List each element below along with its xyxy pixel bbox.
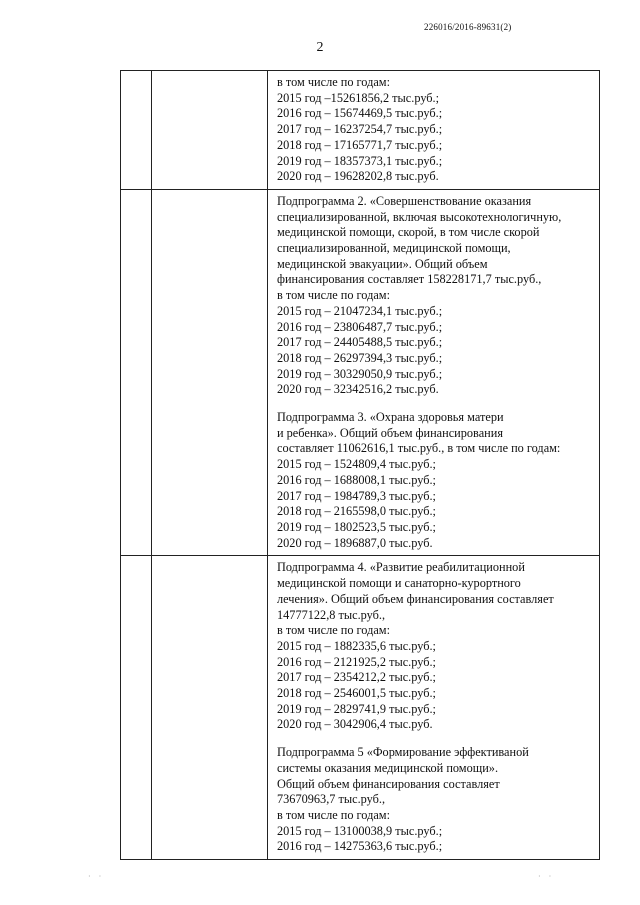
- text-line: 2016 год – 23806487,7 тыс.руб.;: [277, 319, 443, 334]
- table-row: [121, 189, 600, 555]
- text-line: 2015 год – 1882335,6 тыс.руб.;: [277, 638, 436, 653]
- page-number: 2: [316, 40, 324, 55]
- text-line: 14777122,8 тыс.руб.,: [277, 607, 386, 622]
- program-paragraph: [277, 75, 593, 185]
- text-line: 2019 год – 18357373,1 тыс.руб.;: [277, 153, 443, 168]
- text-line: 2016 год – 2121925,2 тыс.руб.;: [277, 654, 436, 669]
- content-cell: [268, 556, 600, 860]
- text-line: специализированной, медицинской помощи,: [277, 241, 511, 256]
- text-line: 2018 год – 2546001,5 тыс.руб.;: [277, 686, 436, 701]
- text-line: 73670963,7 тыс.руб.,: [277, 792, 386, 807]
- scan-artifact: · ·: [88, 872, 105, 881]
- empty-cell: [152, 71, 268, 190]
- text-line: лечения». Общий объем финансирования составляет: [277, 591, 554, 606]
- empty-cell: [121, 189, 152, 555]
- text-line: Общий объем финансирования составляет: [277, 776, 500, 791]
- text-line: Подпрограмма 3. «Охрана здоровья матери: [277, 410, 504, 425]
- empty-cell: [121, 556, 152, 860]
- text-line: 2018 год – 17165771,7 тыс.руб.;: [277, 137, 443, 152]
- text-line: 2015 год – 13100038,9 тыс.руб.;: [277, 823, 443, 838]
- text-line: 2015 год –15261856,2 тыс.руб.;: [277, 90, 440, 105]
- text-line: 2015 год – 21047234,1 тыс.руб.;: [277, 303, 443, 318]
- empty-cell: [121, 71, 152, 190]
- scan-artifact: · ·: [538, 872, 555, 881]
- text-line: 2020 год – 19628202,8 тыс.руб.: [277, 169, 439, 184]
- text-line: финансирования составляет 158228171,7 тыс.руб.,: [277, 272, 542, 287]
- text-line: 2018 год – 2165598,0 тыс.руб.;: [277, 504, 436, 519]
- program-paragraph: [277, 745, 593, 855]
- text-line: и ребенка». Общий объем финансирования: [277, 425, 503, 440]
- text-line: 2015 год – 1524809,4 тыс.руб.;: [277, 457, 436, 472]
- text-line: медицинской помощи и санаторно-курортного: [277, 576, 521, 591]
- text-line: 2020 год – 3042906,4 тыс.руб.: [277, 717, 433, 732]
- text-line: 2019 год – 2829741,9 тыс.руб.;: [277, 701, 436, 716]
- text-line: 2016 год – 1688008,1 тыс.руб.;: [277, 472, 436, 487]
- paragraph-gap: [277, 733, 593, 745]
- text-line: 2017 год – 16237254,7 тыс.руб.;: [277, 122, 443, 137]
- text-line: 2017 год – 2354212,2 тыс.руб.;: [277, 670, 436, 685]
- document-id: 226016/2016-89631(2): [424, 22, 512, 32]
- text-line: 2019 год – 30329050,9 тыс.руб.;: [277, 366, 443, 381]
- text-line: 2020 год – 1896887,0 тыс.руб.: [277, 535, 433, 550]
- text-line: 2016 год – 15674469,5 тыс.руб.;: [277, 106, 443, 121]
- text-line: 2019 год – 1802523,5 тыс.руб.;: [277, 519, 436, 534]
- text-line: Подпрограмма 5 «Формирование эффективаной: [277, 745, 529, 760]
- text-line: Подпрограмма 2. «Совершенствование оказания: [277, 193, 532, 208]
- text-line: Подпрограмма 4. «Развитие реабилитационной: [277, 560, 525, 575]
- financing-table: [120, 70, 600, 860]
- text-line: 2018 год – 26297394,3 тыс.руб.;: [277, 350, 443, 365]
- text-line: 2016 год – 14275363,6 тыс.руб.;: [277, 839, 443, 854]
- text-line: составляет 11062616,1 тыс.руб., в том числе по годам:: [277, 441, 561, 456]
- program-paragraph: [277, 560, 593, 733]
- text-line: 2017 год – 1984789,3 тыс.руб.;: [277, 488, 436, 503]
- content-cell: [268, 189, 600, 555]
- content-cell: [268, 71, 600, 190]
- text-line: в том числе по годам:: [277, 288, 391, 303]
- text-line: в том числе по годам:: [277, 807, 391, 822]
- text-line: 2017 год – 24405488,5 тыс.руб.;: [277, 335, 443, 350]
- program-paragraph: [277, 194, 593, 398]
- table-row: [121, 556, 600, 860]
- empty-cell: [152, 556, 268, 860]
- empty-cell: [152, 189, 268, 555]
- text-line: в том числе по годам:: [277, 623, 391, 638]
- text-line: 2020 год – 32342516,2 тыс.руб.: [277, 382, 439, 397]
- table-row: [121, 71, 600, 190]
- text-line: медицинской помощи, скорой, в том числе скорой: [277, 225, 540, 240]
- text-line: медицинской эвакуации». Общий объем: [277, 256, 488, 271]
- paragraph-gap: [277, 398, 593, 410]
- program-paragraph: [277, 410, 593, 551]
- text-line: в том числе по годам:: [277, 75, 391, 89]
- text-line: специализированной, включая высокотехнологичную,: [277, 209, 562, 224]
- text-line: системы оказания медицинской помощи».: [277, 760, 499, 775]
